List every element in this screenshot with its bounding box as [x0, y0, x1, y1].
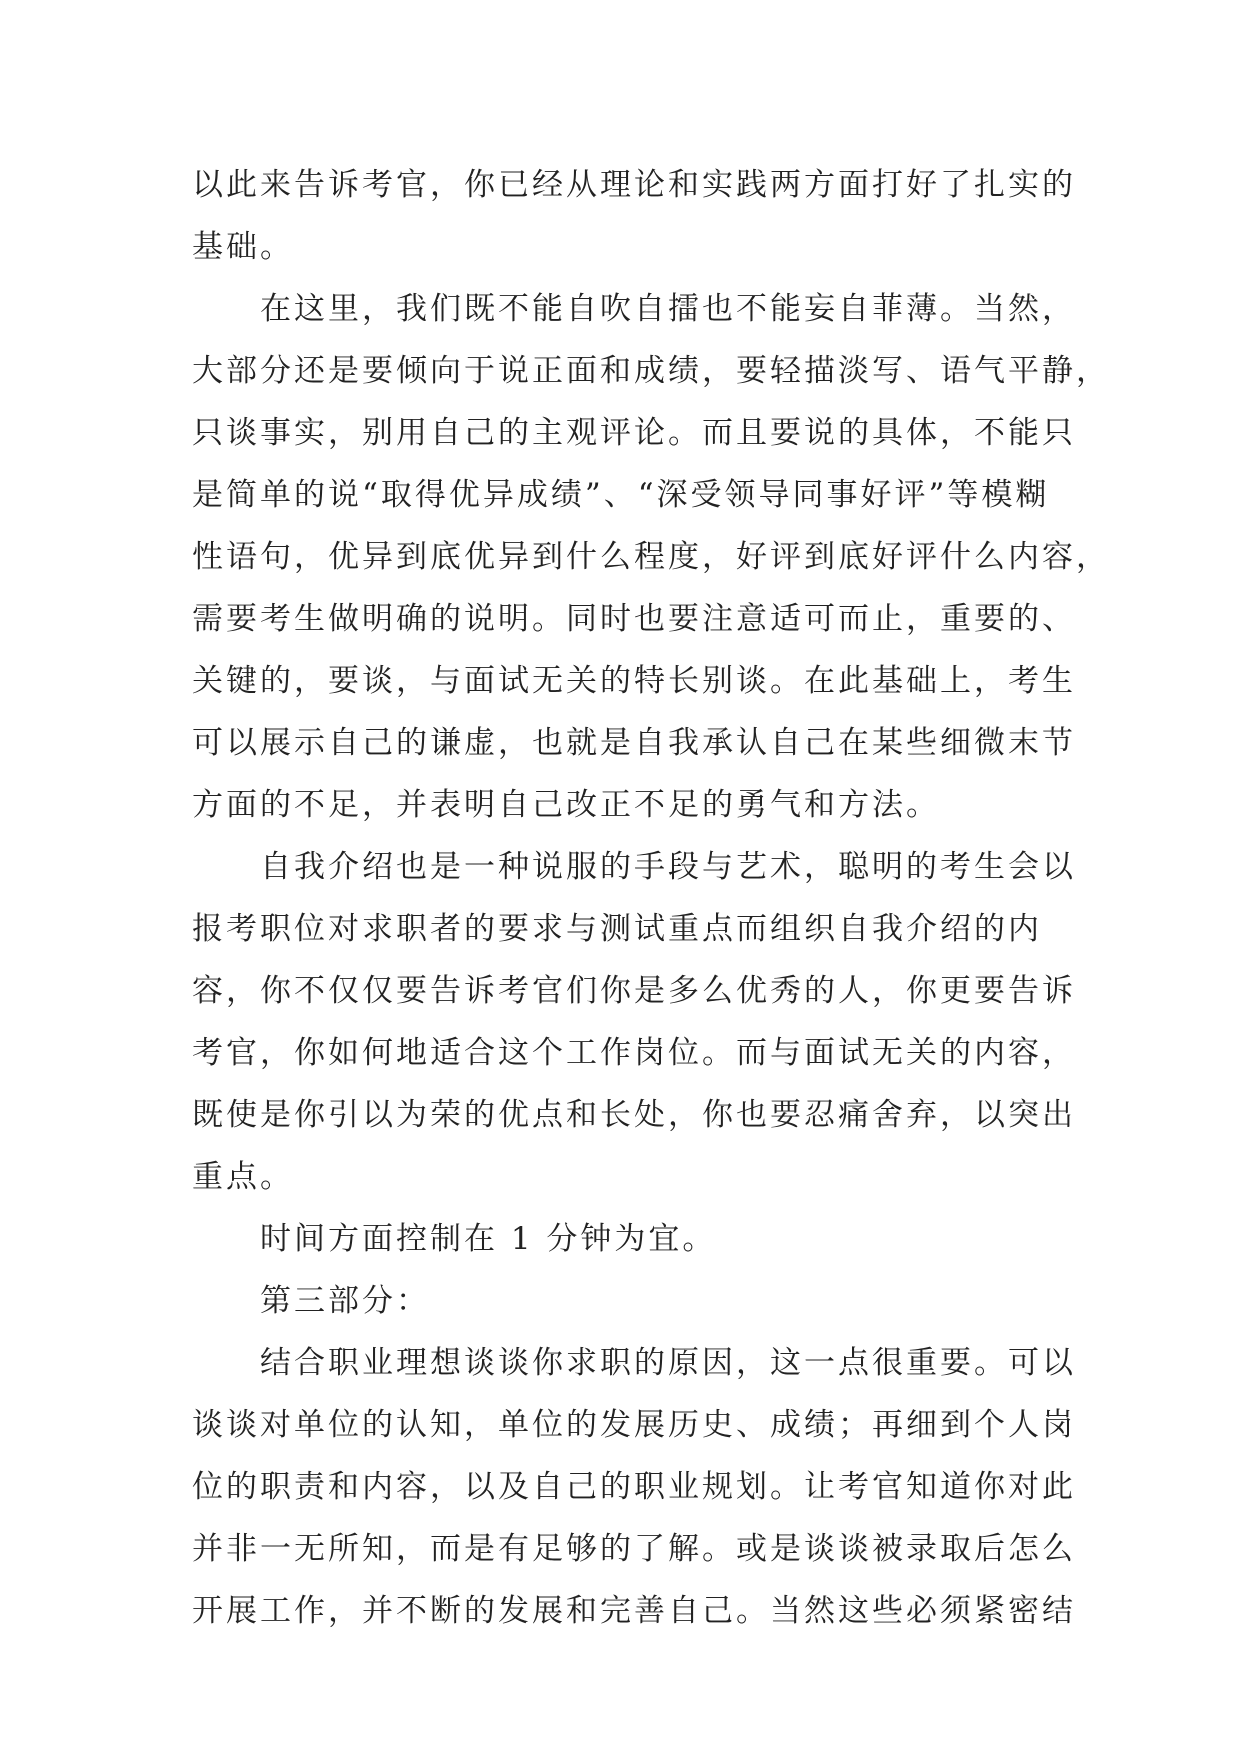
text-line: 时间方面控制在 1 分钟为宜。 — [260, 1221, 717, 1257]
text-line: 大部分还是要倾向于说正面和成绩，要轻描淡写、语气平静， — [192, 353, 1110, 389]
text-line: 以此来告诉考官，你已经从理论和实践两方面打好了扎实的 — [192, 167, 1076, 203]
text-line: 关键的，要谈，与面试无关的特长别谈。在此基础上，考生 — [192, 663, 1076, 699]
text-line: 需要考生做明确的说明。同时也要注意适可而止，重要的、 — [192, 601, 1076, 637]
text-line: 谈谈对单位的认知，单位的发展历史、成绩；再细到个人岗 — [192, 1407, 1076, 1443]
text-line: 基础。 — [192, 229, 294, 265]
text-line: 报考职位对求职者的要求与测试重点而组织自我介绍的内 — [192, 911, 1042, 947]
text-line: 在这里，我们既不能自吹自擂也不能妄自菲薄。当然， — [260, 291, 1076, 327]
text-line: 位的职责和内容，以及自己的职业规划。让考官知道你对此 — [192, 1469, 1076, 1505]
text-line: 方面的不足，并表明自己改正不足的勇气和方法。 — [192, 787, 940, 823]
text-line: 自我介绍也是一种说服的手段与艺术，聪明的考生会以 — [260, 849, 1076, 885]
text-line: 第三部分： — [260, 1283, 430, 1319]
text-line: 重点。 — [192, 1159, 294, 1195]
text-line: 开展工作，并不断的发展和完善自己。当然这些必须紧密结 — [192, 1593, 1076, 1629]
text-line: 性语句，优异到底优异到什么程度，好评到底好评什么内容， — [192, 539, 1110, 575]
text-line: 考官，你如何地适合这个工作岗位。而与面试无关的内容， — [192, 1035, 1076, 1071]
body-text — [192, 154, 1110, 1642]
text-line: 是简单的说“取得优异成绩”、“深受领导同事好评”等模糊 — [192, 477, 1050, 513]
text-line: 可以展示自己的谦虚，也就是自我承认自己在某些细微末节 — [192, 725, 1076, 761]
text-line: 容，你不仅仅要告诉考官们你是多么优秀的人，你更要告诉 — [192, 973, 1076, 1009]
text-line: 既使是你引以为荣的优点和长处，你也要忍痛舍弃，以突出 — [192, 1097, 1076, 1133]
text-line: 只谈事实，别用自己的主观评论。而且要说的具体，不能只 — [192, 415, 1076, 451]
text-line: 并非一无所知，而是有足够的了解。或是谈谈被录取后怎么 — [192, 1531, 1076, 1567]
text-line: 结合职业理想谈谈你求职的原因，这一点很重要。可以 — [260, 1345, 1076, 1381]
